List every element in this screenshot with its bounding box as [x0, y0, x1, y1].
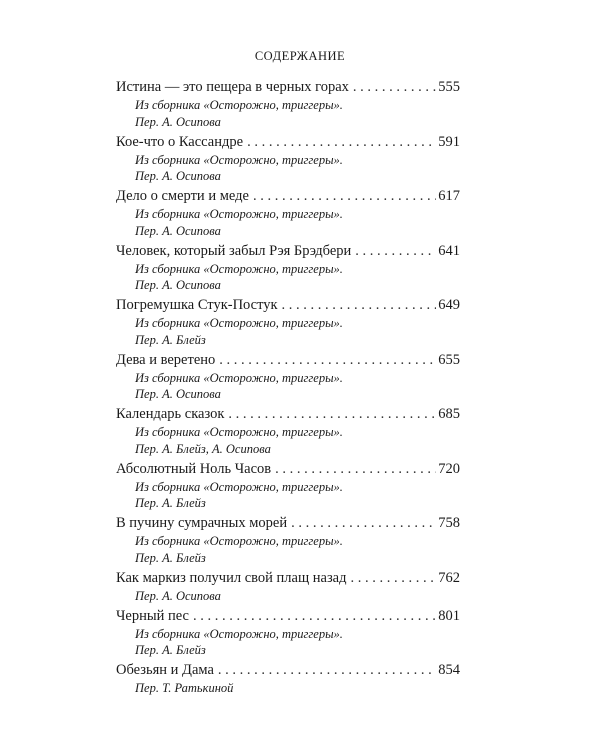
- toc-entry-title: Дева и веретено: [116, 351, 216, 368]
- toc-entry-title: Черный пес: [116, 607, 189, 624]
- toc-entry-source: Из сборника «Осторожно, триггеры».: [135, 479, 343, 494]
- dot-leader: [253, 187, 436, 206]
- toc-entry-source: Из сборника «Осторожно, триггеры».: [135, 370, 343, 385]
- toc-title-line[interactable]: [116, 296, 460, 315]
- toc-page-number: 655: [438, 351, 460, 368]
- toc-entry-translator: Пер. А. Осипова: [135, 387, 221, 401]
- toc-entry-translator: Пер. А. Блейз: [135, 496, 206, 510]
- dot-leader: [351, 569, 437, 588]
- toc-entry-translator: Пер. А. Блейз: [135, 332, 206, 347]
- toc-entry-translator: Пер. А. Блейз: [135, 550, 206, 565]
- toc-entry-title: Человек, который забыл Рэя Брэдбери: [116, 242, 352, 259]
- toc-entry: [116, 78, 460, 130]
- toc-entry-title: Абсолютный Ноль Часов: [116, 460, 272, 477]
- dot-leader: [193, 607, 436, 626]
- toc-entry-source: Из сборника «Осторожно, триггеры».: [135, 261, 343, 276]
- toc-entry-translator: Пер. А. Блейз, А. Осипова: [135, 441, 271, 456]
- toc-entry-title: Истина — это пещера в черных горах: [116, 79, 349, 95]
- toc-entry-title: Погремушка Стук-Постук: [116, 297, 278, 313]
- toc-entry-title: Обезьян и Дама: [116, 662, 214, 678]
- toc-entry: [116, 607, 460, 659]
- toc-page-number: 720: [438, 460, 460, 477]
- toc-entry: [116, 351, 460, 403]
- dot-leader: [353, 78, 436, 97]
- toc-title-line[interactable]: [116, 661, 460, 680]
- toc-entry: [116, 133, 460, 185]
- toc-entry-translator: Пер. А. Осипова: [135, 588, 221, 603]
- toc-title-line[interactable]: [116, 607, 460, 626]
- toc-entry-title: Кое-что о Кассандре: [116, 133, 244, 150]
- toc-entry-title: Как маркиз получил свой плащ назад: [116, 569, 347, 586]
- toc-page-number: 685: [438, 406, 460, 422]
- toc-page-number: 617: [438, 188, 460, 204]
- dot-leader: [247, 133, 436, 152]
- toc-entry: [116, 187, 460, 239]
- toc-page-number: 555: [438, 79, 460, 95]
- toc-entry-translator: Пер. Т. Ратькиной: [135, 681, 234, 695]
- toc-entry: [116, 514, 460, 566]
- toc-page-number: 641: [438, 242, 460, 259]
- toc-entry: [116, 296, 460, 348]
- toc-entry-translator: Пер. А. Блейз: [135, 643, 206, 657]
- toc-title-line[interactable]: [116, 569, 460, 588]
- toc-title-line[interactable]: [116, 405, 460, 424]
- dot-leader: [228, 405, 436, 424]
- toc-entry-source: Из сборника «Осторожно, триггеры».: [135, 98, 343, 112]
- toc-entry-title: Календарь сказок: [116, 406, 225, 422]
- page-heading: СОДЕРЖАНИЕ: [254, 49, 346, 63]
- dot-leader: [275, 460, 436, 479]
- toc-entry-translator: Пер. А. Осипова: [135, 278, 221, 292]
- toc-entry: [116, 460, 460, 512]
- toc-entry: [116, 569, 460, 605]
- toc-page-number: 758: [438, 515, 460, 531]
- toc-title-line[interactable]: [116, 514, 460, 533]
- toc-entry-source: Из сборника «Осторожно, триггеры».: [135, 152, 343, 167]
- toc-title-line[interactable]: [116, 187, 460, 206]
- toc-entry-source: Из сборника «Осторожно, триггеры».: [135, 316, 343, 330]
- toc-page-number: 649: [438, 297, 460, 313]
- toc-entry-translator: Пер. А. Осипова: [135, 223, 221, 238]
- toc-title-line[interactable]: [116, 78, 460, 97]
- toc-entry: [116, 661, 460, 697]
- dot-leader: [218, 661, 436, 680]
- toc-entry-translator: Пер. А. Осипова: [135, 114, 221, 129]
- dot-leader: [355, 242, 436, 261]
- toc-title-line[interactable]: [116, 242, 460, 261]
- toc-page-number: 762: [438, 569, 460, 586]
- toc-entry-source: Из сборника «Осторожно, триггеры».: [135, 425, 343, 439]
- toc-entry-translator: Пер. А. Осипова: [135, 169, 221, 183]
- toc-entry-source: Из сборника «Осторожно, триггеры».: [135, 626, 343, 641]
- toc-title-line[interactable]: [116, 351, 460, 370]
- toc-entry-source: Из сборника «Осторожно, триггеры».: [135, 207, 343, 221]
- toc-title-line[interactable]: [116, 460, 460, 479]
- toc-page-number: 801: [438, 607, 460, 624]
- dot-leader: [291, 514, 436, 533]
- toc-entry-title: В пучину сумрачных морей: [116, 515, 288, 531]
- dot-leader: [282, 296, 437, 315]
- table-of-contents: [116, 78, 460, 699]
- toc-title-line[interactable]: [116, 133, 460, 152]
- toc-page-number: 591: [438, 133, 460, 150]
- toc-entry: [116, 405, 460, 457]
- dot-leader: [219, 351, 436, 370]
- toc-entry: [116, 242, 460, 294]
- toc-entry-source: Из сборника «Осторожно, триггеры».: [135, 534, 343, 548]
- toc-entry-title: Дело о смерти и меде: [116, 188, 249, 204]
- toc-page-number: 854: [438, 662, 460, 678]
